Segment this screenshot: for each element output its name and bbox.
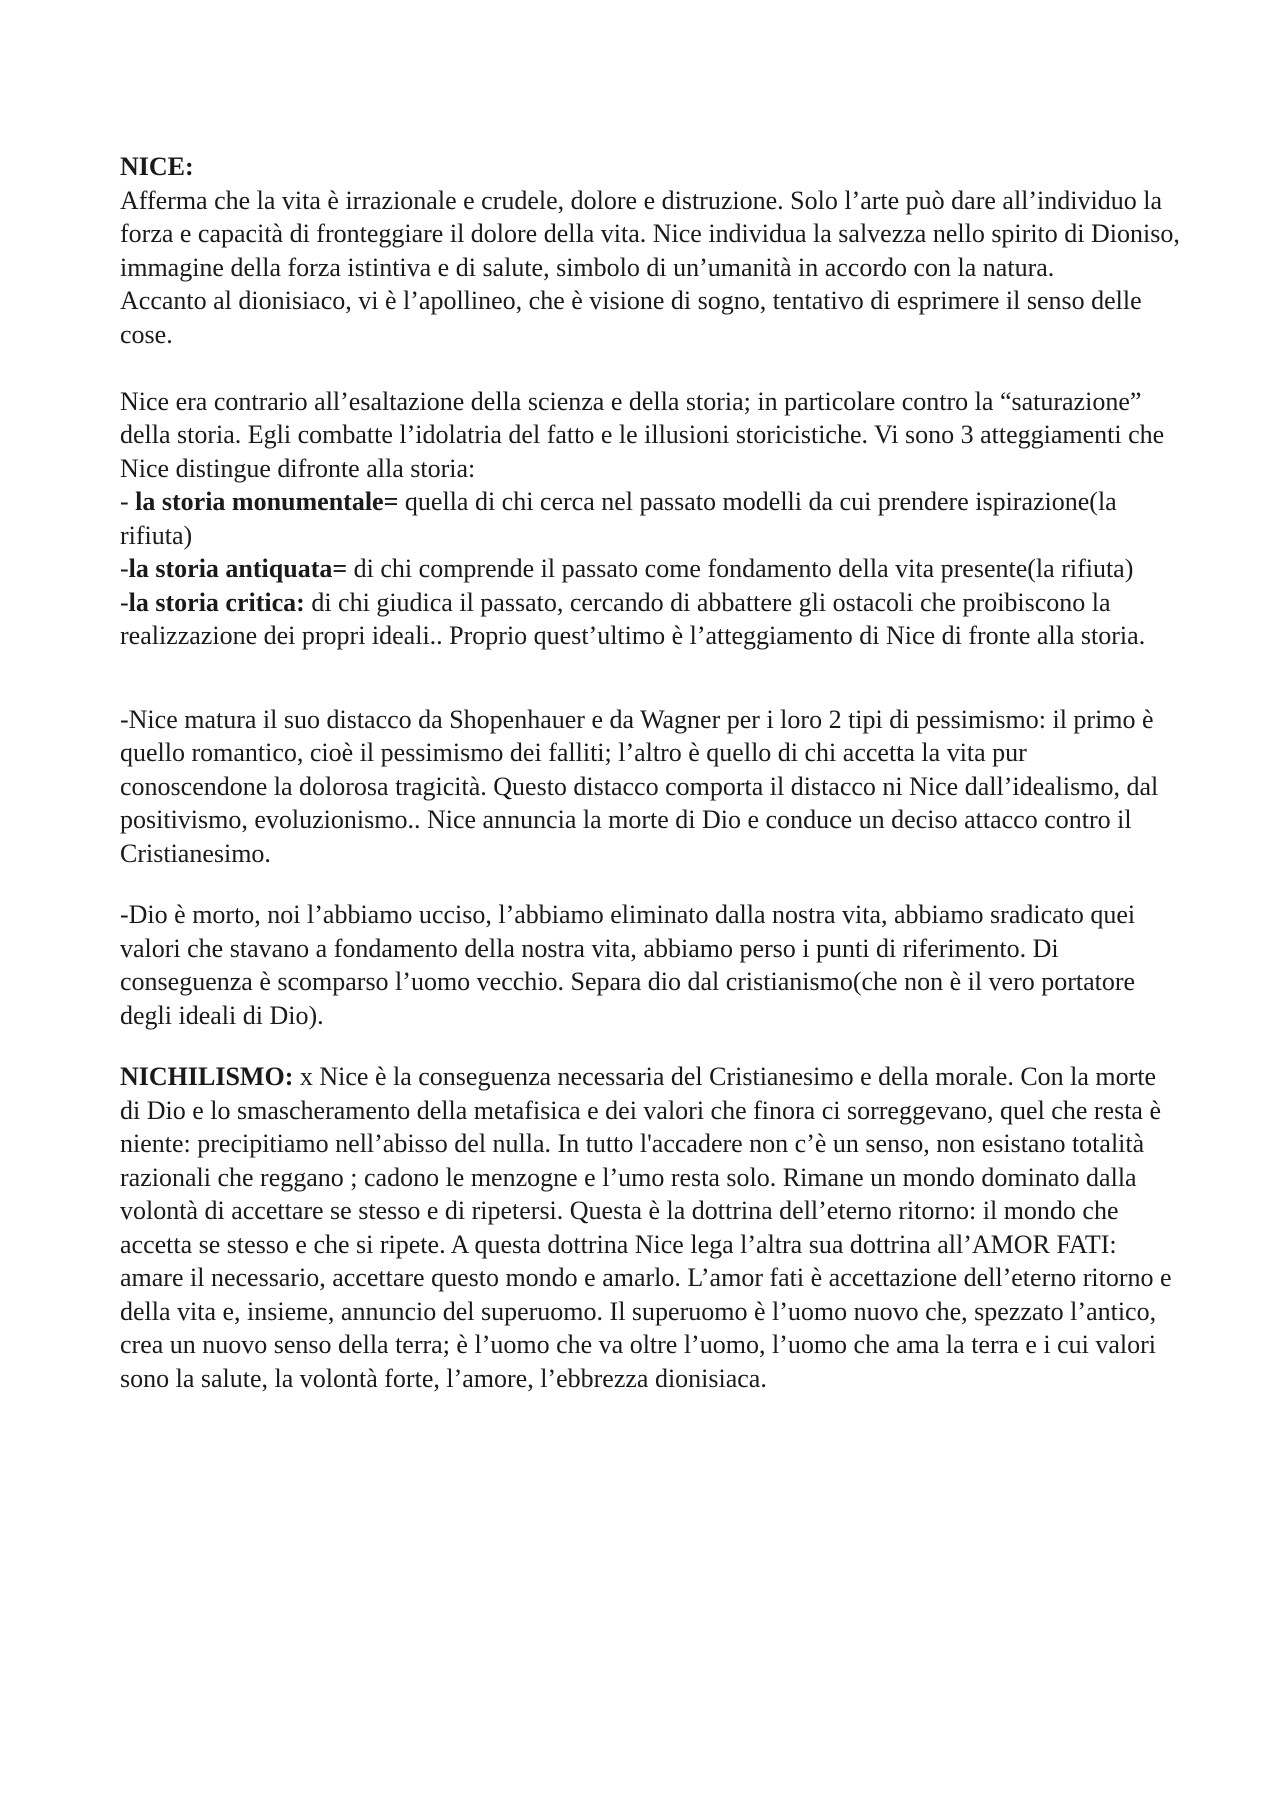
- list-item-label: la storia critica:: [128, 587, 305, 617]
- spacer: [120, 653, 1180, 703]
- spacer: [120, 1032, 1180, 1060]
- list-item-label: la storia monumentale=: [135, 487, 399, 516]
- paragraph-apollineo: Accanto al dionisiaco, vi è l’apollineo, che è visione di sogno, tentativo di esprimere il senso delle cose.: [120, 286, 1142, 349]
- list-item-storia-antiquata: [120, 552, 1180, 586]
- document-page: [120, 150, 1180, 1395]
- spacer: [120, 870, 1180, 898]
- list-item-prefix: -: [120, 487, 136, 516]
- list-item-prefix: -: [120, 554, 129, 583]
- list-item-storia-monumentale: [120, 485, 1180, 552]
- paragraph-nice-intro: Afferma che la vita è irrazionale e crudele, dolore e distruzione. Solo l’arte può dare all’individuo la forza e capacità di fronteggiare il dolore della vita. Nice individua la salvezza nello spirito di Dioniso, immagine della forza istintiva e di salute, simbolo di un’umanità in accordo con la natura.: [120, 185, 1180, 282]
- nichilismo-text: x Nice è la conseguenza necessaria del Cristianesimo e della morale. Con la morte di Dio e lo smascheramento della metafisica e dei valori che finora ci sorreggevano, quel che resta è niente: precipitiamo nell’abisso del nulla. In tutto l'accadere non c’è un senso, non esistano totalità razionali che reggano ; cadono le menzogne e l’umo resta solo. Rimane un mondo dominato dalla volontà di accettare se stesso e di ripetersi. Questa è la dottrina dell’eterno ritorno: il mondo che accetta se stesso e che si ripete. A questa dottrina Nice lega l’altra sua dottrina all’AMOR FATI: amare il necessario, accettare questo mondo e amarlo. L’amor fati è accettazione dell’eterno ritorno e della vita e, insieme, annuncio del superuomo. Il superuomo è l’uomo nuovo che, spezzato l’antico, crea un nuovo senso della terra; è l’uomo che va oltre l’uomo, l’uomo che ama la terra e i cui valori sono la salute, la volontà forte, l’amore, l’ebbrezza dionisiaca.: [120, 1062, 1172, 1393]
- paragraph-dio-morto: -Dio è morto, noi l’abbiamo ucciso, l’abbiamo eliminato dalla nostra vita, abbiamo sradicato quei valori che stavano a fondamento della nostra vita, abbiamo perso i punti di riferimento. Di conseguenza è scomparso l’uomo vecchio. Separa dio dal cristianismo(che non è il vero portatore degli ideali di Dio).: [120, 900, 1136, 1030]
- list-item-text: di chi giudica il passato, cercando di abbattere gli ostacoli che proibiscono la realizzazione dei propri ideali.. Proprio quest’ultimo è l’atteggiamento di Nice di fronte alla storia.: [120, 587, 1146, 650]
- list-item-text: quella di chi cerca nel passato modelli da cui prendere ispirazione(la rifiuta): [120, 487, 1117, 550]
- paragraph-storia-intro: Nice era contrario all’esaltazione della scienza e della storia; in particolare contro la “saturazione” della storia. Egli combatte l’idolatria del fatto e le illusioni storicistiche. Vi sono 3 atteggiamenti che Nice distingue difronte alla storia:: [120, 386, 1165, 483]
- spacer: [120, 351, 1180, 385]
- paragraph-nichilismo: [120, 1060, 1180, 1395]
- nichilismo-label: NICHILISMO:: [120, 1062, 294, 1091]
- list-item-storia-critica: [120, 586, 1180, 653]
- list-item-label: la storia antiquata=: [128, 554, 348, 583]
- list-item-text: di chi comprende il passato come fondamento della vita presente(la rifiuta): [347, 554, 1134, 583]
- list-item-prefix: -: [120, 587, 129, 617]
- paragraph-distacco: -Nice matura il suo distacco da Shopenhauer e da Wagner per i loro 2 tipi di pessimismo: il primo è quello romantico, cioè il pessimismo dei falliti; l’altro è quello di chi accetta la vita pur conoscendone la dolorosa tragicità. Questo distacco comporta il distacco ni Nice dall’idealismo, dal positivismo, evoluzionismo.. Nice annuncia la morte di Dio e conduce un deciso attacco contro il Cristianesimo.: [120, 704, 1159, 868]
- section-title-nice: NICE:: [120, 152, 194, 181]
